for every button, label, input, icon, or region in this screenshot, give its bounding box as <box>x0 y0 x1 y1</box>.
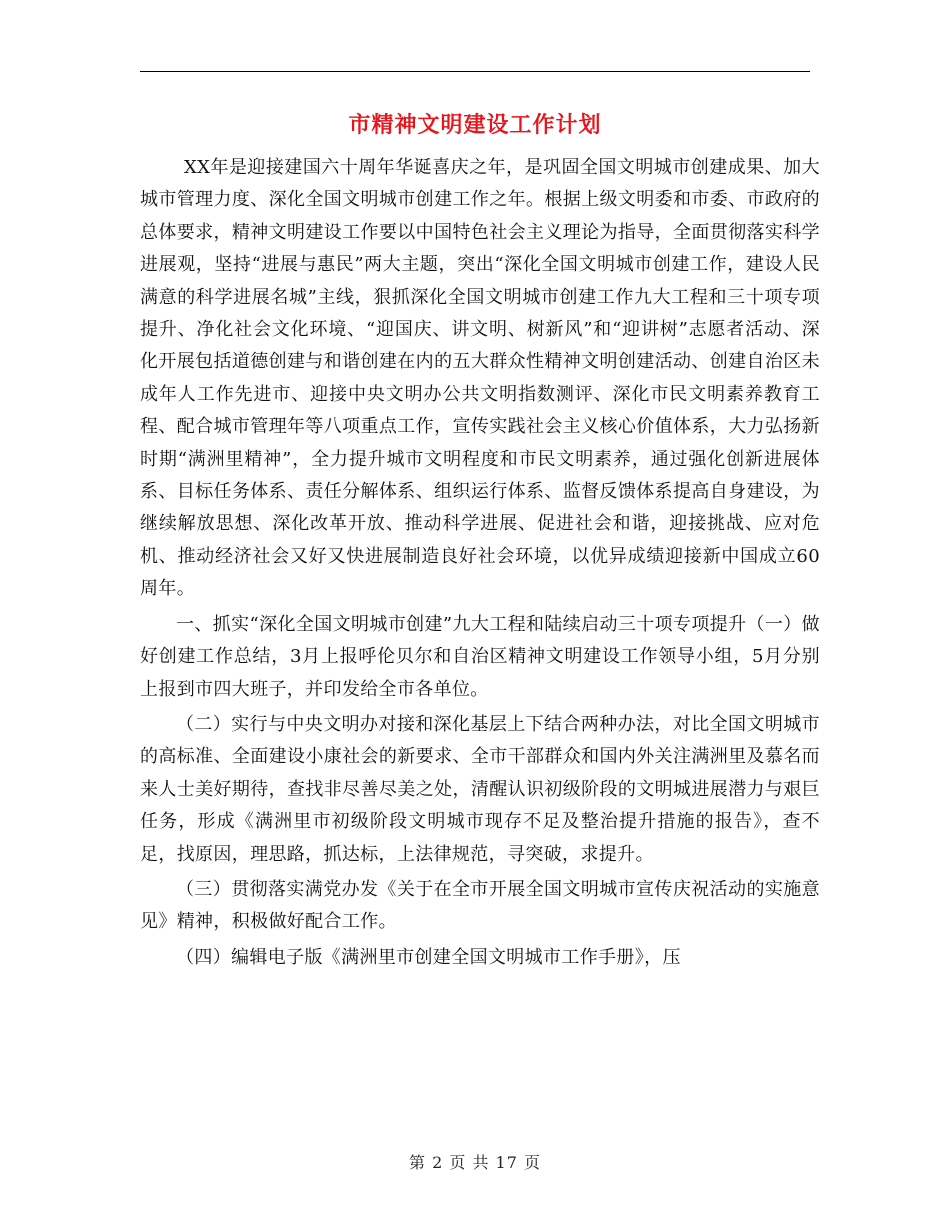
page-footer <box>0 1150 950 1173</box>
paragraph-item-4: （四）编辑电子版《满洲里市创建全国文明城市工作手册》，压 <box>176 946 681 968</box>
paragraph-section-1: 一、抓实“深化全国文明城市创建”九大工程和陆续启动三十项专项提升（一）做好创建工作总结，3月上报呼伦贝尔和自治区精神文明建设工作领导小组，5月分别上报到市四大班子，并印发给全市各单位。 <box>140 613 820 700</box>
paragraph-item-2: （二）实行与中央文明办对接和深化基层上下结合两种办法，对比全国文明城市的高标准、全面建设小康社会的新要求、全市干部群众和国内外关注满洲里及慕名而来人士美好期待，查找非尽善尽美之处，清醒认识初级阶段的文明城进展潜力与艰巨任务，形成《满洲里市初级阶段文明城市现存不足及整治提升措施的报告》，查不足，找原因，理思路，抓达标，上法律规范，寻突破，求提升。 <box>140 713 820 865</box>
header-rule <box>140 71 810 72</box>
paragraph-item-3: （三）贯彻落实满党办发《关于在全市开展全国文明城市宣传庆祝活动的实施意见》精神，积极做好配合工作。 <box>140 878 820 933</box>
page-number: 第 2 页 共 17 页 <box>409 1153 541 1172</box>
paragraph-intro: XX年是迎接建国六十周年华诞喜庆之年，是巩固全国文明城市创建成果、加大城市管理力度、深化全国文明城市创建工作之年。根据上级文明委和市委、市政府的总体要求，精神文明建设工作要以中国特色社会主义理论为指导，全面贯彻落实科学进展观，坚持“进展与惠民”两大主题，突出“深化全国文明城市创建工作，建设人民满意的科学进展名城”主线，狠抓深化全国文明城市创建工作九大工程和三十项专项提升、净化社会文化环境、“迎国庆、讲文明、树新风”和“迎讲树”志愿者活动、深化开展包括道德创建与和谐创建在内的五大群众性精神文明创建活动、创建自治区未成年人工作先进市、迎接中央文明办公共文明指数测评、深化市民文明素养教育工程、配合城市管理年等八项重点工作，宣传实践社会主义核心价值体系，大力弘扬新时期“满洲里精神”，全力提升城市文明程度和市民文明素养，通过强化创新进展体系、目标任务体系、责任分解体系、组织运行体系、监督反馈体系提高自身建设，为继续解放思想、深化改革开放、推动科学进展、促进社会和谐，迎接挑战、应对危机、推动经济社会又好又快进展制造良好社会环境，以优异成绩迎接新中国成立60周年。 <box>140 157 820 600</box>
document-body <box>140 152 820 977</box>
document-title: 市精神文明建设工作计划 <box>348 112 602 138</box>
